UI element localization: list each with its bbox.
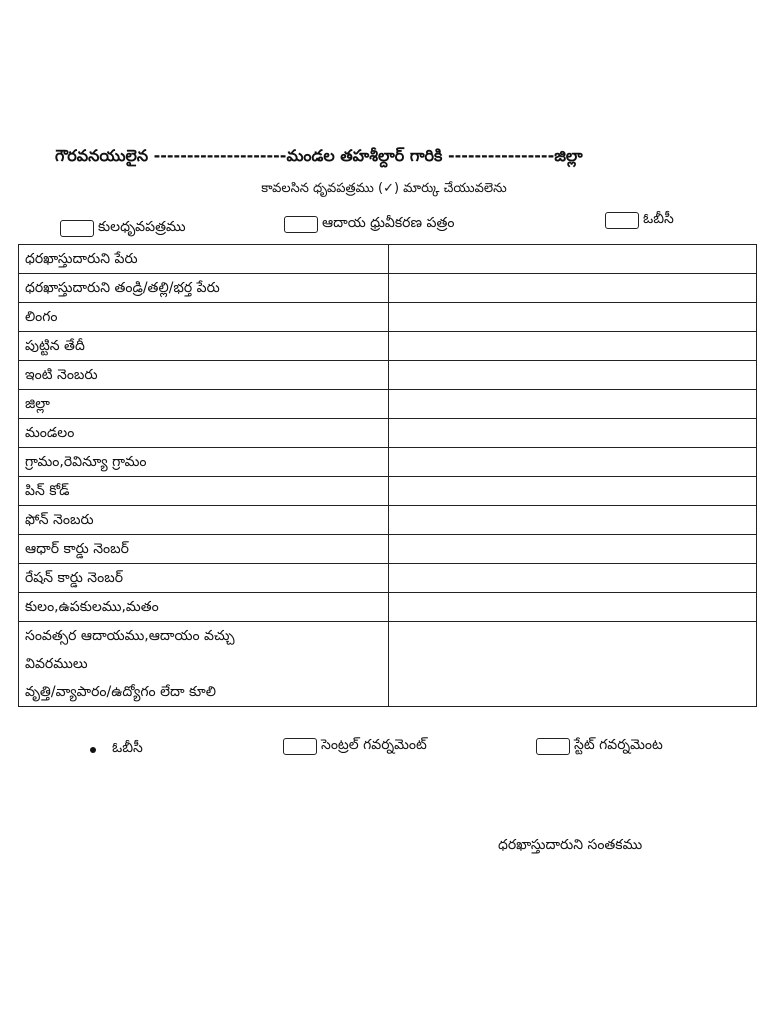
income-details-field[interactable] bbox=[389, 622, 757, 707]
instruction-text: కావలసిన ధృవపత్రము (✓) మార్కు చేయువలెను bbox=[261, 181, 507, 196]
table-row bbox=[19, 274, 757, 303]
obc-certificate-label: ఓబీసీ bbox=[643, 211, 674, 227]
table-row bbox=[19, 419, 757, 448]
table-row bbox=[19, 245, 757, 274]
option-state-government[interactable] bbox=[536, 737, 663, 756]
row-label: గ్రామం,రెవిన్యూ గ్రామం bbox=[19, 448, 389, 477]
obc-certificate-checkbox[interactable] bbox=[605, 212, 639, 229]
option-obc-certificate[interactable] bbox=[605, 211, 674, 230]
guardian-name-field[interactable] bbox=[389, 274, 757, 303]
phone-field[interactable] bbox=[389, 506, 757, 535]
income-label-line2: వివరములు bbox=[25, 656, 88, 672]
table-row bbox=[19, 332, 757, 361]
row-label: పుట్టిన తేదీ bbox=[19, 332, 389, 361]
row-label: ధరఖాస్తుదారుని పేరు bbox=[19, 245, 389, 274]
central-government-checkbox[interactable] bbox=[283, 738, 317, 755]
income-row-label bbox=[19, 622, 389, 707]
village-field[interactable] bbox=[389, 448, 757, 477]
row-label: జిల్లా bbox=[19, 390, 389, 419]
ration-card-field[interactable] bbox=[389, 564, 757, 593]
table-row bbox=[19, 477, 757, 506]
table-row bbox=[19, 506, 757, 535]
row-label: పిన్ కోడ్ bbox=[19, 477, 389, 506]
applicant-details-table bbox=[18, 244, 757, 707]
salutation-line: గౌరవనయులైన --------------------మండల తహశీల్దార్ గారికి ----------------జిల్లా bbox=[55, 146, 583, 165]
state-government-label: స్టేట్ గవర్నమెంట bbox=[574, 737, 663, 753]
caste-field[interactable] bbox=[389, 593, 757, 622]
obc-bullet-item bbox=[90, 740, 143, 759]
table-row bbox=[19, 361, 757, 390]
mandal-field[interactable] bbox=[389, 419, 757, 448]
gender-field[interactable] bbox=[389, 303, 757, 332]
row-label: కులం,ఉపకులము,మతం bbox=[19, 593, 389, 622]
table-row bbox=[19, 535, 757, 564]
option-income-certificate[interactable] bbox=[284, 215, 454, 234]
table-row bbox=[19, 448, 757, 477]
obc-bullet-label: ఓబీసీ bbox=[112, 740, 143, 756]
caste-certificate-checkbox[interactable] bbox=[60, 220, 94, 237]
row-label: లింగం bbox=[19, 303, 389, 332]
applicant-name-field[interactable] bbox=[389, 245, 757, 274]
option-central-government[interactable] bbox=[283, 737, 427, 756]
dob-field[interactable] bbox=[389, 332, 757, 361]
row-label: ధరఖాస్తుదారుని తండ్రి/తల్లి/భర్త పేరు bbox=[19, 274, 389, 303]
income-certificate-checkbox[interactable] bbox=[284, 216, 318, 233]
row-label: ఫోన్ నెంబరు bbox=[19, 506, 389, 535]
table-row bbox=[19, 390, 757, 419]
row-label: ఆధార్ కార్డు నెంబర్ bbox=[19, 535, 389, 564]
income-label-line3: వృత్తి/వ్యాపారం/ఉద్యోగం లేదా కూలి bbox=[25, 684, 216, 700]
central-government-label: సెంట్రల్ గవర్నమెంట్ bbox=[321, 737, 427, 753]
option-caste-certificate[interactable] bbox=[60, 219, 186, 238]
aadhaar-field[interactable] bbox=[389, 535, 757, 564]
state-government-checkbox[interactable] bbox=[536, 738, 570, 755]
pincode-field[interactable] bbox=[389, 477, 757, 506]
row-label: ఇంటి నెంబరు bbox=[19, 361, 389, 390]
row-label: మండలం bbox=[19, 419, 389, 448]
table-row bbox=[19, 564, 757, 593]
row-label: రేషన్ కార్డు నెంబర్ bbox=[19, 564, 389, 593]
income-label-line1: సంవత్సర ఆదాయము,ఆదాయం వచ్చు bbox=[25, 628, 235, 644]
caste-certificate-label: కులధృవపత్రము bbox=[98, 219, 186, 235]
table-row bbox=[19, 622, 757, 707]
district-field[interactable] bbox=[389, 390, 757, 419]
bullet-icon bbox=[90, 747, 96, 753]
house-number-field[interactable] bbox=[389, 361, 757, 390]
income-certificate-label: ఆదాయ ధ్రువీకరణ పత్రం bbox=[322, 215, 455, 231]
table-row bbox=[19, 303, 757, 332]
table-row bbox=[19, 593, 757, 622]
applicant-signature-label: ధరఖాస్తుదారుని సంతకము bbox=[498, 837, 643, 853]
